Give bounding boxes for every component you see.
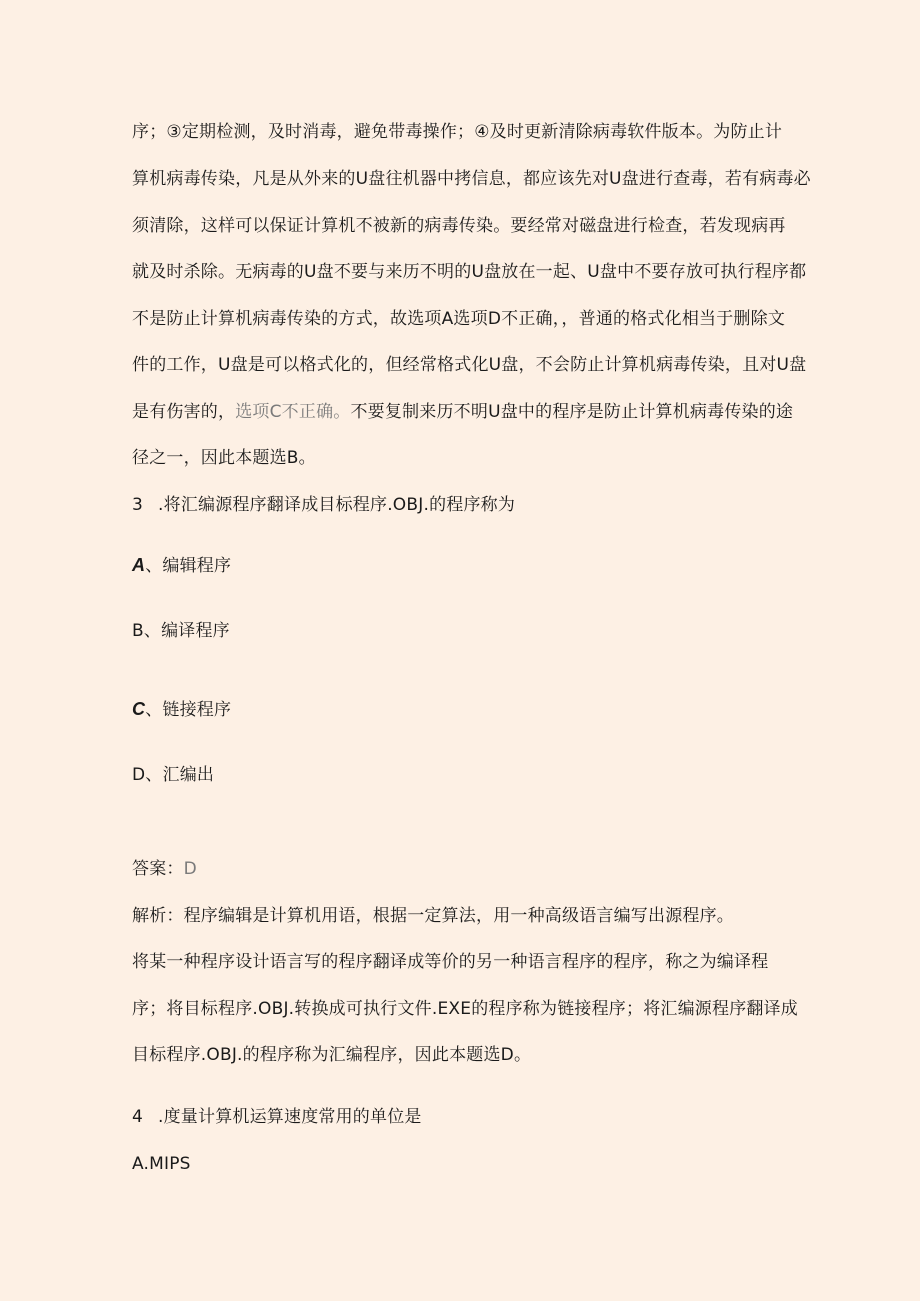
option-a-text: 、编辑程序 bbox=[145, 556, 232, 576]
option-c-letter: C bbox=[132, 699, 146, 719]
question-3-number: 3 bbox=[132, 495, 144, 515]
explanation-line-3: 须清除，这样可以保证计算机不被新的病毒传染。要经常对磁盘进行检查，若发现病再 bbox=[132, 216, 786, 236]
analysis-line-4: 目标程序.OBJ.的程序称为汇编程序，因此本题选D。 bbox=[132, 1045, 532, 1065]
analysis-line-1: 解析：程序编辑是计算机用语，根据一定算法，用一种高级语言编写出源程序。 bbox=[132, 906, 734, 926]
option-b-text: 、编译程序 bbox=[143, 621, 230, 641]
question-4-stem bbox=[132, 1106, 422, 1128]
option-a-letter: A bbox=[132, 555, 146, 575]
question-4-text: .度量计算机运算速度常用的单位是 bbox=[158, 1107, 422, 1127]
explanation-line-8: 径之一，因此本题选B。 bbox=[132, 448, 316, 468]
option-b bbox=[132, 620, 230, 642]
answer-label: 答案： bbox=[132, 859, 184, 879]
question-3-stem bbox=[132, 494, 515, 516]
option-d-text: 、汇编出 bbox=[145, 765, 215, 785]
explanation-line-7-part-b: 选项C不正确。 bbox=[235, 402, 351, 422]
option-b-letter: B bbox=[132, 621, 144, 641]
answer-line bbox=[132, 858, 197, 880]
explanation-line-7 bbox=[132, 401, 793, 423]
analysis-line-3: 序；将目标程序.OBJ.转换成可执行文件.EXE的程序称为链接程序；将汇编源程序翻译成 bbox=[132, 999, 798, 1019]
explanation-line-6: 件的工作，U盘是可以格式化的，但经常格式化U盘，不会防止计算机病毒传染，且对U盘 bbox=[132, 355, 807, 375]
analysis-line-2: 将某一种程序设计语言写的程序翻译成等价的另一种语言程序的程序，称之为编译程 bbox=[132, 952, 769, 972]
option-a bbox=[132, 554, 231, 577]
question-3-text: .将汇编源程序翻译成目标程序.OBJ.的程序称为 bbox=[158, 495, 516, 515]
question-4-option-a: A.MIPS bbox=[132, 1154, 191, 1174]
option-d bbox=[132, 764, 214, 786]
explanation-line-1: 序；③定期检测，及时消毒，避免带毒操作；④及时更新清除病毒软件版本。为防止计 bbox=[132, 122, 783, 142]
answer-value: D bbox=[183, 859, 197, 879]
explanation-line-7-part-c: 不要复制来历不明U盘中的程序是防止计算机病毒传染的途 bbox=[350, 402, 794, 422]
option-c-text: 、链接程序 bbox=[145, 700, 232, 720]
option-d-letter: D bbox=[132, 765, 146, 785]
option-c bbox=[132, 698, 231, 721]
explanation-line-7-part-a: 是有伤害的， bbox=[132, 402, 236, 422]
explanation-line-2: 算机病毒传染，凡是从外来的U盘往机器中拷信息，都应该先对U盘进行查毒，若有病毒必 bbox=[132, 169, 811, 189]
explanation-line-5: 不是防止计算机病毒传染的方式，故选项A选项D不正确，，普通的格式化相当于删除文 bbox=[132, 309, 786, 329]
question-4-number: 4 bbox=[132, 1107, 144, 1127]
explanation-line-4: 就及时杀除。无病毒的U盘不要与来历不明的U盘放在一起、U盘中不要存放可执行程序都 bbox=[132, 262, 807, 282]
